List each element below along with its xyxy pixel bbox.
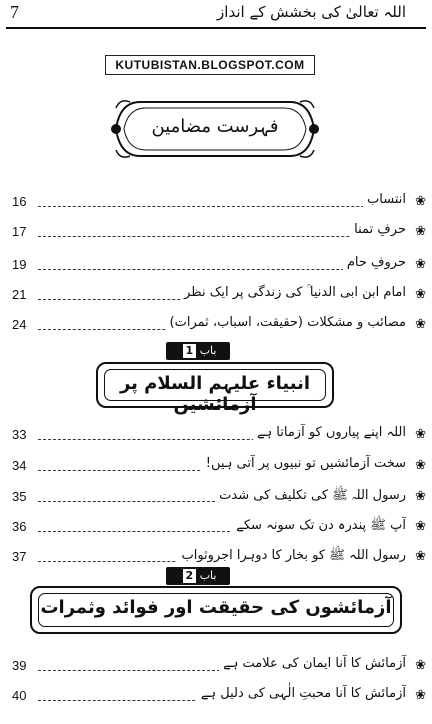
toc-title-frame <box>110 96 320 162</box>
leader-dots <box>38 236 404 237</box>
chapter-number: 1 <box>183 344 197 358</box>
toc-title: فہرست مضامین <box>151 116 279 137</box>
toc-label: اللہ اپنے پیاروں کو آزماتا ہے <box>253 425 406 440</box>
chapter-number: 2 <box>183 569 197 583</box>
page-number: 7 <box>10 2 19 22</box>
toc-row[interactable] <box>12 656 426 678</box>
toc-page: 19 <box>12 257 27 272</box>
toc-row[interactable] <box>12 222 426 244</box>
toc-label: مصائب و مشکلات (حقیقت، اسباب، ثمرات) <box>166 315 406 330</box>
toc-label: حروفِ حام <box>343 255 406 270</box>
chapter-banner <box>96 362 334 415</box>
toc-page: 21 <box>12 287 27 302</box>
toc-label: آزمائش کا آنا محبتِ الٰہی کی دلیل ہے <box>197 686 406 701</box>
toc-row[interactable] <box>12 517 426 539</box>
toc-page: 24 <box>12 317 27 332</box>
toc-row[interactable] <box>12 255 426 277</box>
header-rule <box>6 27 426 29</box>
toc-page: 35 <box>12 489 27 504</box>
flower-bullet-icon: ❀ <box>415 257 426 272</box>
chapter-badge <box>166 342 230 360</box>
toc-row[interactable] <box>12 315 426 337</box>
flower-bullet-icon: ❀ <box>415 287 426 302</box>
toc-page: 39 <box>12 658 27 673</box>
toc-page: 33 <box>12 427 27 442</box>
leader-dots <box>38 206 404 207</box>
toc-page: 36 <box>12 519 27 534</box>
toc-label: امام ابن ابی الدنیا ؒ کی زندگی پر ایک نظر <box>180 285 406 300</box>
toc-row[interactable] <box>12 456 426 478</box>
toc-row[interactable] <box>12 285 426 307</box>
flower-bullet-icon: ❀ <box>415 317 426 332</box>
toc-page: 34 <box>12 458 27 473</box>
chapter-word: باب <box>199 344 217 357</box>
toc-label: رسول اللہ ﷺ کو بخار کا دوہرا اجروثواب <box>177 547 406 566</box>
flower-bullet-icon: ❀ <box>415 519 426 534</box>
page-header <box>0 0 432 30</box>
toc-label: آپ ﷺ پندرہ دن تک سونہ سکے <box>232 517 406 536</box>
toc-label: آزمائش کا آنا ایمان کی علامت ہے <box>219 656 406 671</box>
flower-bullet-icon: ❀ <box>415 658 426 673</box>
toc-label: سخت آزمائشیں تو نبیوں پر آتی ہیں! <box>202 456 406 471</box>
flower-bullet-icon: ❀ <box>415 427 426 442</box>
toc-label: حرفِ تمنا <box>350 222 406 237</box>
flower-bullet-icon: ❀ <box>415 224 426 239</box>
toc-row[interactable] <box>12 487 426 509</box>
chapter-title: آزمائشوں کی حقیقت اور فوائد وثمرات <box>40 597 392 618</box>
toc-page: 16 <box>12 194 27 209</box>
toc-page: 37 <box>12 549 27 564</box>
toc-row[interactable] <box>12 547 426 569</box>
running-title: اللہ تعالیٰ کی بخشش کے انداز <box>217 3 406 21</box>
chapter-banner <box>30 586 402 634</box>
blog-url-banner: KUTUBISTAN.BLOGSPOT.COM <box>105 55 315 75</box>
flower-bullet-icon: ❀ <box>415 489 426 504</box>
toc-row[interactable] <box>12 686 426 708</box>
chapter-word: باب <box>199 569 217 582</box>
toc-row[interactable] <box>12 192 426 214</box>
flower-bullet-icon: ❀ <box>415 549 426 564</box>
toc-page: 17 <box>12 224 27 239</box>
chapter-badge <box>166 567 230 585</box>
flower-bullet-icon: ❀ <box>415 458 426 473</box>
flower-bullet-icon: ❀ <box>415 194 426 209</box>
toc-row[interactable] <box>12 425 426 447</box>
chapter-title: انبیاء علیہم السلام پر آزمائشیں <box>119 373 311 415</box>
toc-page: 40 <box>12 688 27 703</box>
flower-bullet-icon: ❀ <box>415 688 426 703</box>
toc-label: انتساب <box>363 192 406 207</box>
toc-label: رسول اللہ ﷺ کی تکلیف کی شدت <box>215 487 406 506</box>
